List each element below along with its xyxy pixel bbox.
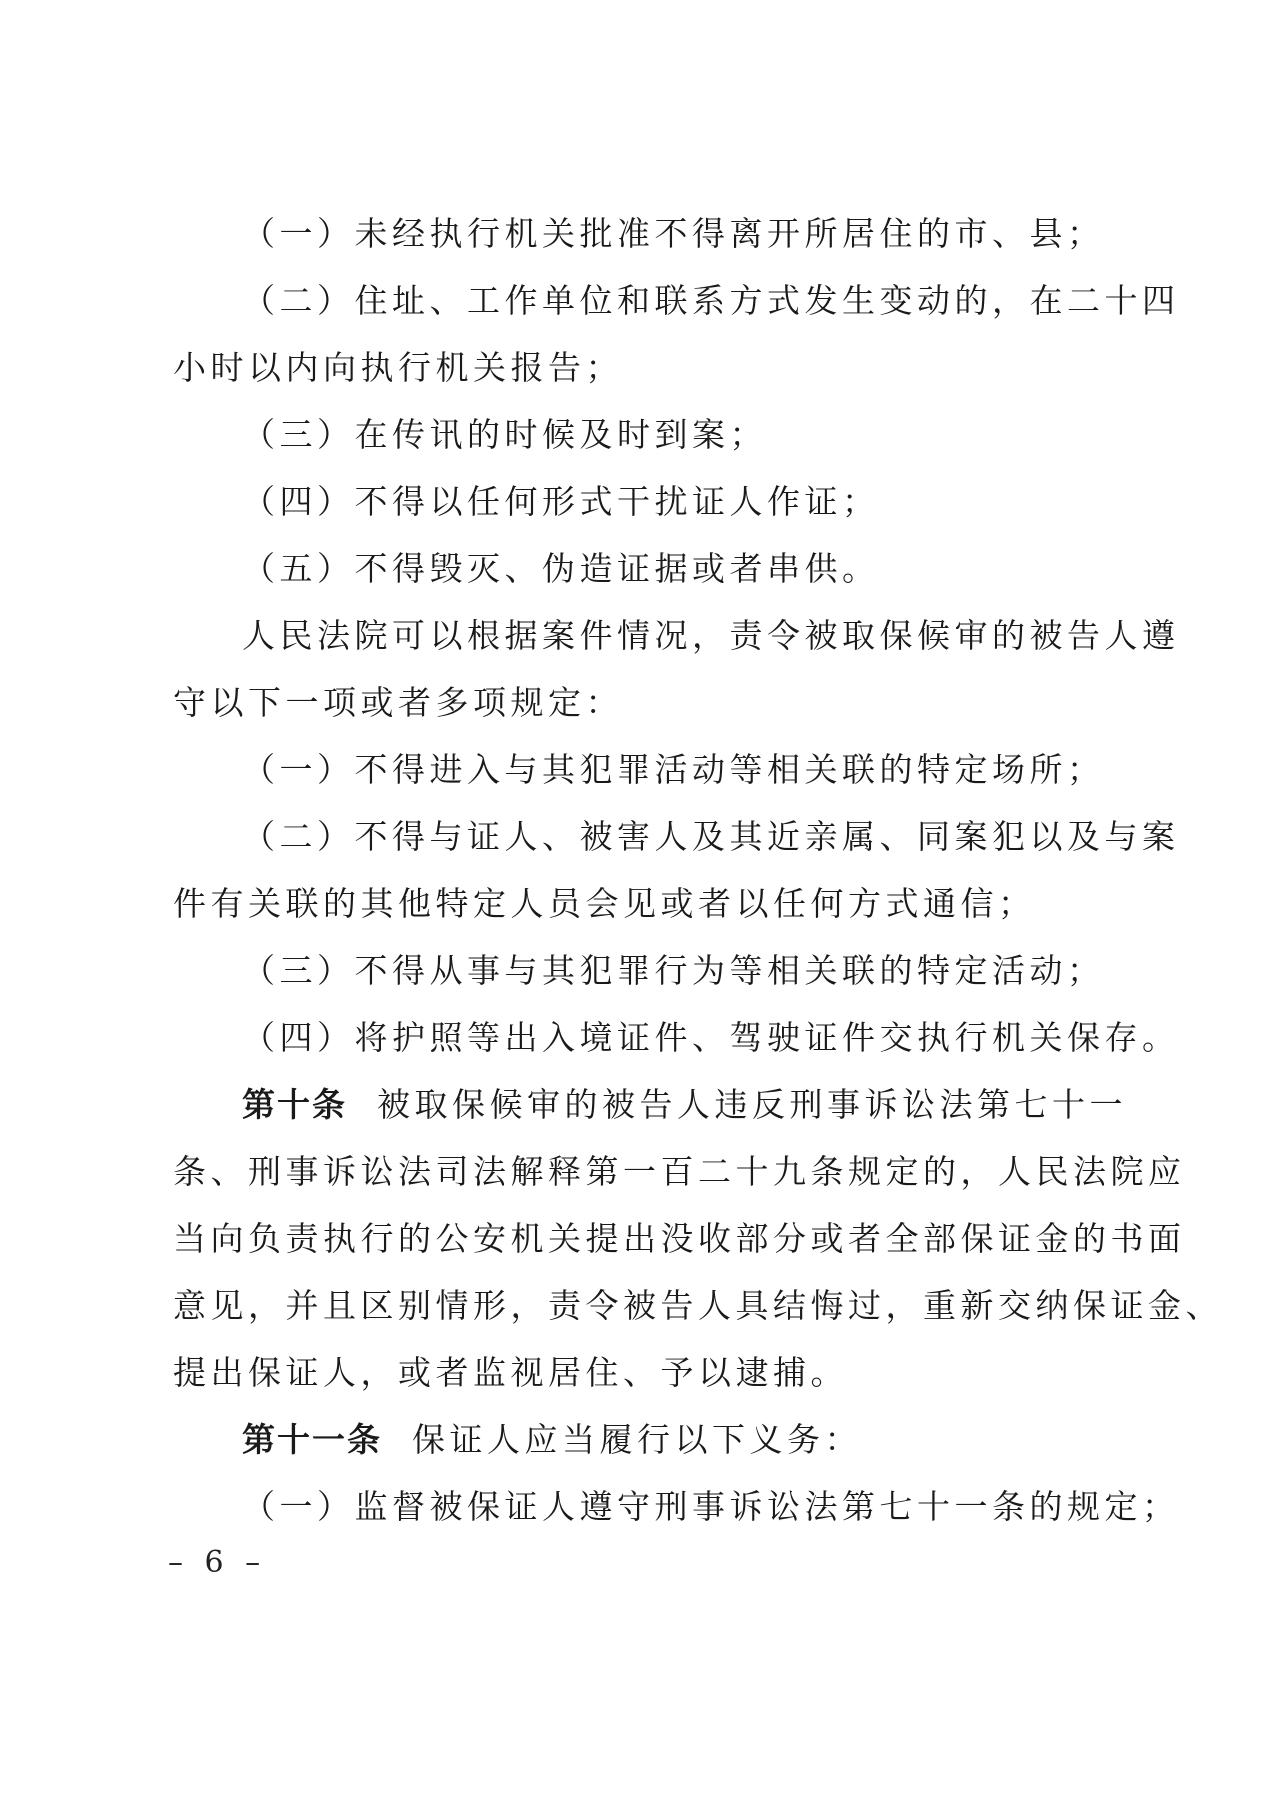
line-text: 守以下一项或者多项规定： bbox=[173, 683, 623, 722]
line-text: （二）不得与证人、被害人及其近亲属、同案犯以及与案 bbox=[242, 817, 1180, 856]
line-text: 条、刑事诉讼法司法解释第一百二十九条规定的，人民法院应 bbox=[173, 1152, 1186, 1191]
line-text: 提出保证人，或者监视居住、予以逮捕。 bbox=[173, 1353, 848, 1392]
text-line bbox=[173, 602, 1180, 669]
article-heading: 第十条 bbox=[242, 1085, 347, 1124]
text-line bbox=[173, 1406, 1103, 1473]
text-line bbox=[173, 1071, 1127, 1138]
line-text: （一）监督被保证人遵守刑事诉讼法第七十一条的规定； bbox=[242, 1487, 1180, 1526]
text-line bbox=[173, 267, 1180, 334]
line-text: （二）住址、工作单位和联系方式发生变动的，在二十四 bbox=[242, 281, 1180, 320]
text-line bbox=[173, 736, 1103, 803]
line-text: （一）未经执行机关批准不得离开所居住的市、县； bbox=[242, 214, 1105, 253]
line-text: 人民法院可以根据案件情况，责令被取保候审的被告人遵 bbox=[242, 616, 1180, 655]
text-line bbox=[173, 200, 1103, 267]
text-line bbox=[173, 334, 1103, 401]
line-text: 意见，并且区别情形，责令被告人具结悔过，重新交纳保证金、 bbox=[173, 1286, 1223, 1325]
document-body bbox=[173, 200, 1223, 1540]
text-line bbox=[173, 1339, 1103, 1406]
line-text: （三）在传讯的时候及时到案； bbox=[242, 415, 767, 454]
line-text: （五）不得毁灭、伪造证据或者串供。 bbox=[242, 549, 880, 588]
line-text: 小时以内向执行机关报告； bbox=[173, 348, 623, 387]
line-text: （三）不得从事与其犯罪行为等相关联的特定活动； bbox=[242, 951, 1105, 990]
line-text: （四）将护照等出入境证件、驾驶证件交执行机关保存。 bbox=[242, 1018, 1180, 1057]
line-text: 件有关联的其他特定人员会见或者以任何方式通信； bbox=[173, 884, 1036, 923]
text-line bbox=[173, 1272, 1223, 1339]
line-text: 被取保候审的被告人违反刑事诉讼法第七十一 bbox=[377, 1085, 1127, 1124]
article-heading: 第十一条 bbox=[242, 1420, 382, 1459]
page-number: – 6 – bbox=[168, 1545, 267, 1580]
line-text: 保证人应当履行以下义务： bbox=[412, 1420, 862, 1459]
text-line bbox=[173, 401, 1103, 468]
text-line bbox=[173, 535, 1103, 602]
text-line bbox=[173, 1004, 1180, 1071]
line-text: 当向负责执行的公安机关提出没收部分或者全部保证金的书面 bbox=[173, 1219, 1186, 1258]
text-line bbox=[173, 870, 1103, 937]
text-line bbox=[173, 468, 1103, 535]
text-line bbox=[173, 669, 1103, 736]
text-line bbox=[173, 1205, 1186, 1272]
text-line bbox=[173, 1473, 1180, 1540]
line-text: （四）不得以任何形式干扰证人作证； bbox=[242, 482, 880, 521]
text-line bbox=[173, 937, 1103, 1004]
text-line bbox=[173, 1138, 1186, 1205]
line-text: （一）不得进入与其犯罪活动等相关联的特定场所； bbox=[242, 750, 1105, 789]
text-line bbox=[173, 803, 1180, 870]
